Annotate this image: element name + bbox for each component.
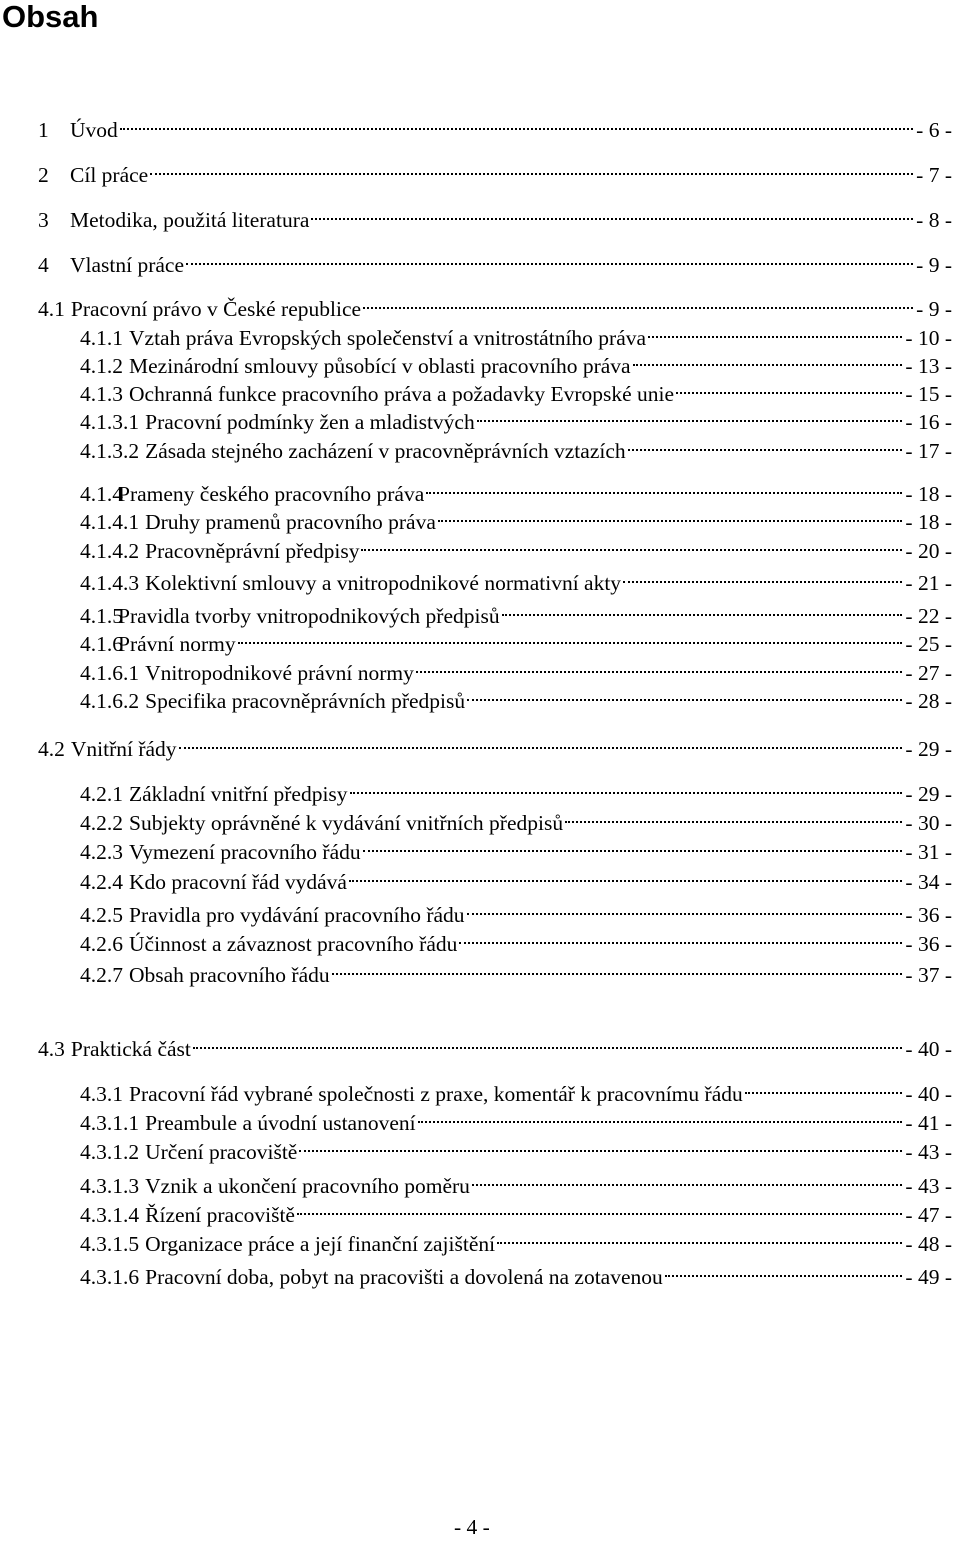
toc-entry[interactable] xyxy=(38,242,952,277)
dot-leader xyxy=(500,593,906,623)
toc-entry[interactable] xyxy=(80,1221,952,1256)
dot-leader xyxy=(361,829,906,859)
dot-leader xyxy=(663,1254,906,1284)
dot-leader xyxy=(118,107,916,137)
toc-entry-page: - 30 - xyxy=(905,811,952,835)
toc-entry-page: - 10 - xyxy=(905,326,952,350)
dot-leader xyxy=(621,560,905,590)
toc-entry-number: 4.3.1.5 xyxy=(80,1232,140,1256)
toc-entry-number: 4.1.6 xyxy=(80,632,123,656)
dot-leader xyxy=(414,650,906,680)
dot-leader xyxy=(563,800,905,830)
toc-entry-page: - 18 - xyxy=(905,482,952,506)
toc-entry[interactable] xyxy=(80,399,952,434)
toc-entry[interactable] xyxy=(80,829,952,864)
toc-entry[interactable] xyxy=(80,499,952,534)
toc-entry-title: Organizace práce a její finanční zajištění xyxy=(145,1232,496,1256)
toc-entry-title: Kdo pracovní řád vydává xyxy=(129,870,347,894)
dot-leader xyxy=(236,621,906,651)
dot-leader xyxy=(631,343,906,373)
toc-entry[interactable] xyxy=(80,428,952,463)
toc-entry-page: - 36 - xyxy=(905,932,952,956)
toc-entry[interactable] xyxy=(80,952,952,987)
toc-entry-title: Vznik a ukončení pracovního poměru xyxy=(145,1174,470,1198)
toc-entry[interactable] xyxy=(80,593,952,628)
toc-entry-page: - 9 - xyxy=(916,297,952,321)
toc-entry-page: - 41 - xyxy=(905,1111,952,1135)
toc-entry-page: - 43 - xyxy=(905,1174,952,1198)
toc-entry-page: - 6 - xyxy=(916,118,952,142)
dot-leader xyxy=(436,499,906,529)
toc-entry-title: Pracovní řád vybrané společnosti z praxe, komentář k pracovnímu řádu xyxy=(129,1082,743,1106)
toc-entry-title: Pracovní právo v České republice xyxy=(70,297,362,321)
toc-entry-page: - 40 - xyxy=(905,1082,952,1106)
toc-entry[interactable] xyxy=(80,621,952,656)
toc-entry[interactable] xyxy=(80,471,952,506)
toc-entry-title: Subjekty oprávněné k vydávání vnitřních předpisů xyxy=(129,811,564,835)
toc-entry-page: - 43 - xyxy=(905,1140,952,1164)
toc-entry-page: - 25 - xyxy=(905,632,952,656)
toc-entry-title: Právní normy xyxy=(118,632,236,656)
toc-entry-title: Určení pracoviště xyxy=(145,1140,298,1164)
toc-entry-title: Preambule a úvodní ustanovení xyxy=(145,1111,416,1135)
toc-entry-title: Druhy pramenů pracovního práva xyxy=(145,510,436,534)
dot-leader xyxy=(184,242,916,272)
dot-leader xyxy=(177,726,906,756)
dot-leader xyxy=(470,1163,906,1193)
toc-entry[interactable] xyxy=(80,343,952,378)
toc-entry-number: 4.1.4 xyxy=(80,482,123,506)
toc-entry-title: Základní vnitřní předpisy xyxy=(129,782,348,806)
toc-entry-number: 1 xyxy=(38,118,49,142)
toc-entry[interactable] xyxy=(80,1100,952,1135)
toc-entry[interactable] xyxy=(80,1129,952,1164)
toc-entry[interactable] xyxy=(38,286,952,321)
toc-entry-title: Vnitřní řády xyxy=(70,737,177,761)
toc-entry-title: Účinnost a závaznost pracovního řádu xyxy=(129,932,458,956)
toc-entry-title: Prameny českého pracovního práva xyxy=(118,482,425,506)
toc-entry-number: 4.3.1.2 xyxy=(80,1140,140,1164)
toc-entry-title: Pracovněprávní předpisy xyxy=(145,539,360,563)
toc-entry-page: - 15 - xyxy=(905,382,952,406)
toc-entry-page: - 29 - xyxy=(905,737,952,761)
toc-entry-page: - 28 - xyxy=(905,689,952,713)
toc-entry-title: Specifika pracovněprávních předpisů xyxy=(145,689,466,713)
toc-entry-number: 4.2.3 xyxy=(80,840,123,864)
toc-entry-page: - 21 - xyxy=(905,571,952,595)
toc-entry-page: - 37 - xyxy=(905,963,952,987)
toc-entry[interactable] xyxy=(80,560,952,595)
toc-entry-title: Zásada stejného zacházení v pracovněprávních vztazích xyxy=(145,439,626,463)
toc-entry-page: - 36 - xyxy=(905,903,952,927)
toc-entry-title: Řízení pracoviště xyxy=(145,1203,295,1227)
toc-entry[interactable] xyxy=(38,197,952,232)
dot-leader xyxy=(424,471,905,501)
toc-entry-number: 2 xyxy=(38,163,49,187)
toc-entry-number: 4.2.6 xyxy=(80,932,123,956)
toc-entry[interactable] xyxy=(80,1254,952,1289)
toc-entry-number: 4.1.3 xyxy=(80,382,123,406)
dot-leader xyxy=(465,678,905,708)
dot-leader xyxy=(309,197,916,227)
toc-entry-number: 4.1.6.1 xyxy=(80,661,140,685)
dot-leader xyxy=(646,315,905,345)
dot-leader xyxy=(359,528,905,558)
toc-entry-title: Pracovní doba, pobyt na pracovišti a dovolená na zotavenou xyxy=(145,1265,663,1289)
toc-entry-number: 4.1.4.2 xyxy=(80,539,140,563)
dot-leader xyxy=(330,952,906,982)
toc-entry-page: - 13 - xyxy=(905,354,952,378)
dot-leader xyxy=(191,1026,906,1056)
dot-leader xyxy=(475,399,906,429)
toc-entry-title: Pravidla pro vydávání pracovního řádu xyxy=(129,903,465,927)
toc-entry[interactable] xyxy=(38,726,952,761)
toc-entry[interactable] xyxy=(80,1071,952,1106)
toc-entry-number: 4.3.1.1 xyxy=(80,1111,140,1135)
toc-entry-page: - 9 - xyxy=(916,253,952,277)
toc-entry[interactable] xyxy=(80,371,952,406)
toc-entry-page: - 48 - xyxy=(905,1232,952,1256)
toc-entry-number: 4.1.4.3 xyxy=(80,571,140,595)
toc-entry-number: 4 xyxy=(38,253,49,277)
toc-heading: Obsah xyxy=(2,0,99,34)
toc-entry-number: 4.3.1 xyxy=(80,1082,123,1106)
toc-entry-page: - 18 - xyxy=(905,510,952,534)
toc-entry-title: Praktická část xyxy=(70,1037,191,1061)
toc-entry-number: 4.2.4 xyxy=(80,870,123,894)
toc-entry-page: - 17 - xyxy=(905,439,952,463)
toc-entry-page: - 31 - xyxy=(905,840,952,864)
toc-entry-number: 4.2.7 xyxy=(80,963,123,987)
toc-entry[interactable] xyxy=(38,152,952,187)
page-number: - 4 - xyxy=(454,1515,490,1539)
dot-leader xyxy=(295,1192,905,1222)
toc-entry-title: Vztah práva Evropských společenství a vnitrostátního práva xyxy=(129,326,647,350)
toc-entry[interactable] xyxy=(80,650,952,685)
toc-entry-page: - 34 - xyxy=(905,870,952,894)
toc-entry[interactable] xyxy=(80,921,952,956)
toc-entry-title: Ochranná funkce pracovního práva a požadavky Evropské unie xyxy=(129,382,675,406)
toc-entry-number: 4.2.2 xyxy=(80,811,123,835)
toc-entry-title: Vymezení pracovního řádu xyxy=(129,840,361,864)
toc-entry[interactable] xyxy=(80,315,952,350)
toc-entry-page: - 49 - xyxy=(905,1265,952,1289)
dot-leader xyxy=(457,921,905,951)
toc-entry-number: 4.1.3.1 xyxy=(80,410,140,434)
dot-leader xyxy=(297,1129,905,1159)
toc-entry-page: - 7 - xyxy=(916,163,952,187)
toc-entry-number: 4.1.2 xyxy=(80,354,123,378)
toc-entry-title: Pravidla tvorby vnitropodnikových předpisů xyxy=(118,604,500,628)
dot-leader xyxy=(348,771,906,801)
toc-entry[interactable] xyxy=(38,1026,952,1061)
toc-entry-number: 4.2 xyxy=(38,737,65,761)
toc-entry-title: Kolektivní smlouvy a vnitropodnikové normativní akty xyxy=(145,571,622,595)
toc-entry-page: - 8 - xyxy=(916,208,952,232)
toc-entry-page: - 20 - xyxy=(905,539,952,563)
toc-entry-page: - 40 - xyxy=(905,1037,952,1061)
toc-entry[interactable] xyxy=(80,859,952,894)
toc-entry-title: Cíl práce xyxy=(70,163,149,187)
toc-entry-number: 4.3.1.6 xyxy=(80,1265,140,1289)
toc-entry[interactable] xyxy=(80,678,952,713)
toc-entry-number: 4.3.1.4 xyxy=(80,1203,140,1227)
toc-entry-page: - 47 - xyxy=(905,1203,952,1227)
dot-leader xyxy=(674,371,905,401)
toc-entry[interactable] xyxy=(80,892,952,927)
toc-entry[interactable] xyxy=(80,1163,952,1198)
toc-entry[interactable] xyxy=(80,528,952,563)
toc-entry-title: Vnitropodnikové právní normy xyxy=(145,661,414,685)
toc-entry[interactable] xyxy=(80,1192,952,1227)
toc-entry-page: - 29 - xyxy=(905,782,952,806)
toc-entry-number: 4.1.5 xyxy=(80,604,123,628)
dot-leader xyxy=(347,859,906,889)
toc-entry-title: Úvod xyxy=(70,118,118,142)
dot-leader xyxy=(416,1100,906,1130)
toc-entry-title: Metodika, použitá literatura xyxy=(70,208,310,232)
toc-entry[interactable] xyxy=(38,107,952,142)
toc-entry-number: 4.3.1.3 xyxy=(80,1174,140,1198)
dot-leader xyxy=(148,152,916,182)
toc-entry-number: 4.1.4.1 xyxy=(80,510,140,534)
dot-leader xyxy=(743,1071,906,1101)
toc-entry-number: 4.2.5 xyxy=(80,903,123,927)
dot-leader xyxy=(465,892,906,922)
toc-entry-number: 4.3 xyxy=(38,1037,65,1061)
dot-leader xyxy=(626,428,906,458)
toc-entry-page: - 16 - xyxy=(905,410,952,434)
toc-entry-title: Obsah pracovního řádu xyxy=(129,963,330,987)
toc-entry-page: - 22 - xyxy=(905,604,952,628)
toc-entry[interactable] xyxy=(80,800,952,835)
toc-entry-number: 4.2.1 xyxy=(80,782,123,806)
dot-leader xyxy=(361,286,916,316)
toc-entry-title: Vlastní práce xyxy=(70,253,185,277)
toc-entry-number: 4.1.3.2 xyxy=(80,439,140,463)
toc-entry-number: 4.1.6.2 xyxy=(80,689,140,713)
dot-leader xyxy=(495,1221,905,1251)
toc-entry[interactable] xyxy=(80,771,952,806)
toc-entry-number: 3 xyxy=(38,208,49,232)
toc-entry-number: 4.1.1 xyxy=(80,326,123,350)
toc-entry-title: Mezinárodní smlouvy působící v oblasti pracovního práva xyxy=(129,354,631,378)
toc-entry-page: - 27 - xyxy=(905,661,952,685)
toc-entry-number: 4.1 xyxy=(38,297,65,321)
toc-entry-title: Pracovní podmínky žen a mladistvých xyxy=(145,410,475,434)
